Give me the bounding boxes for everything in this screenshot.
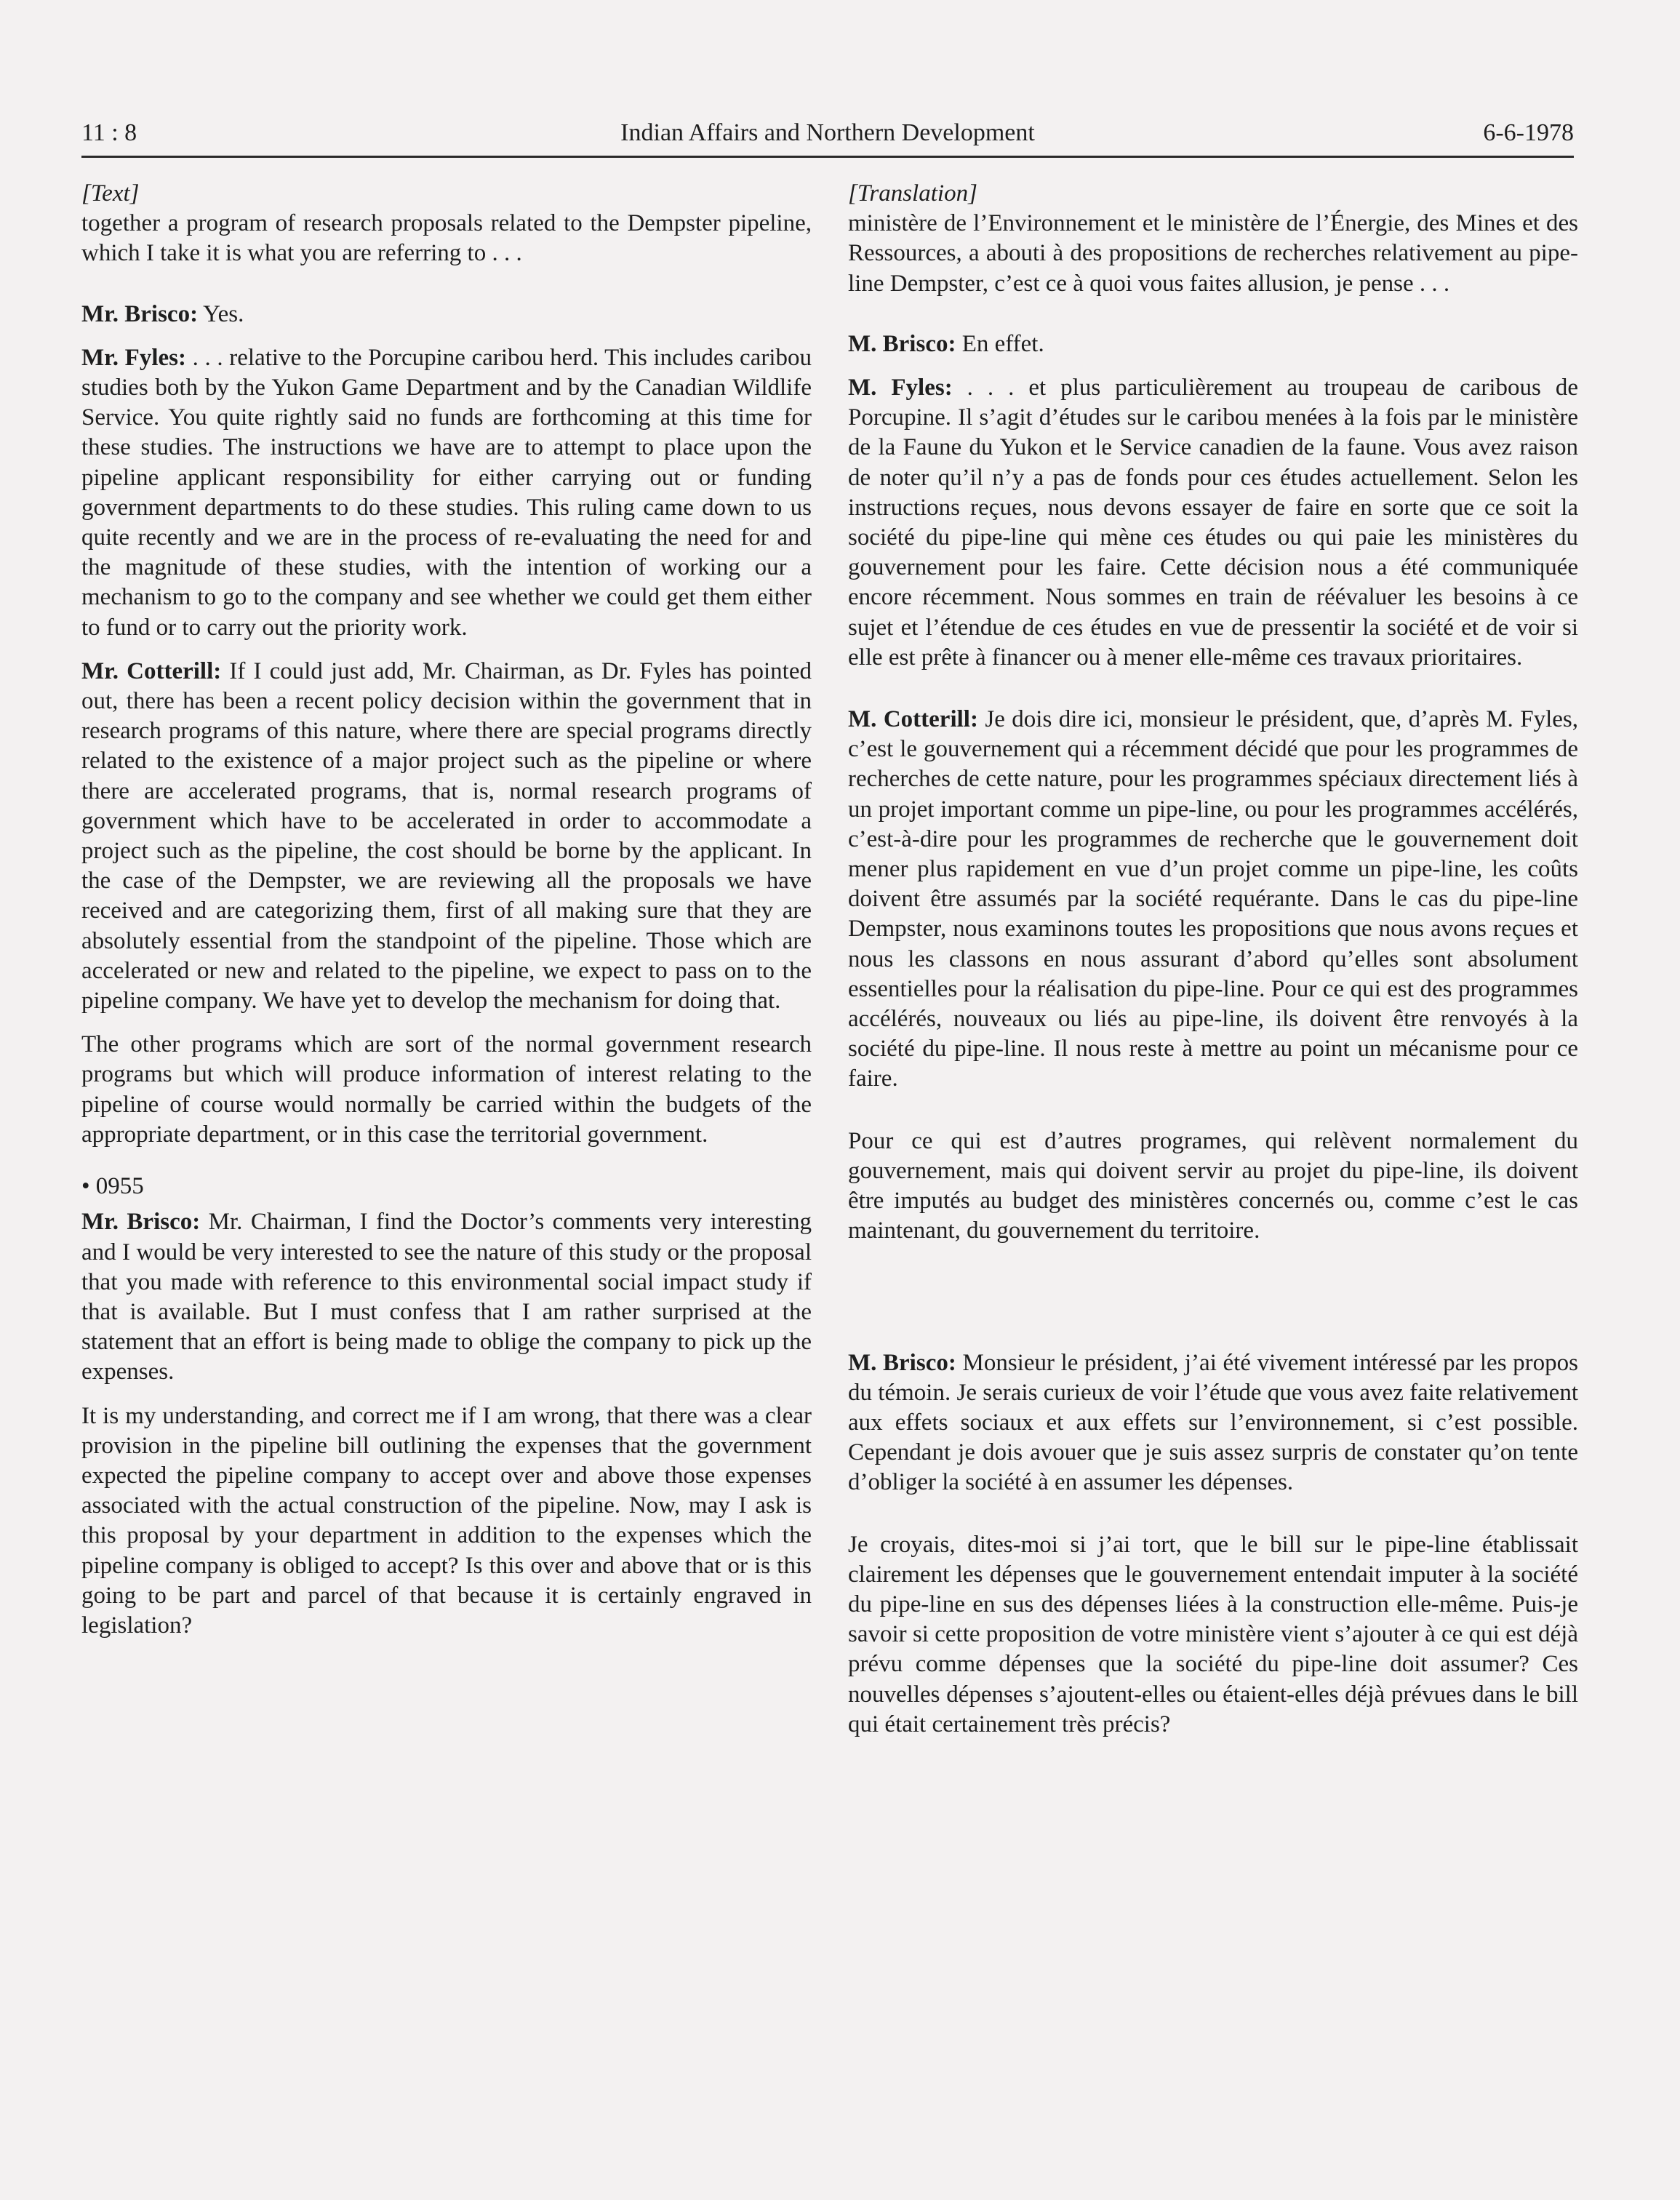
paragraph (848, 705, 1578, 1095)
speech-text: . . . relative to the Porcupine caribou herd. This includes caribou studies both by the Yukon Game Department and by the Canadian Wildlife Service. You quite rightly said no funds are forthcoming at this time for these studies. The instructions we have are to attempt to place upon the pipeline applicant responsibility for either carrying out or funding government departments to do these studies. This ruling came down to us quite recently and we are in the process of re-evaluating the need for and the magnitude of these studies, with the intention of working our a mechanism to go to the company and see whether we could get them either to fund or to carry out the priority work. (81, 344, 812, 641)
paragraph (848, 373, 1578, 673)
speaker-name: Mr. Brisco: (81, 1209, 201, 1236)
paragraph (81, 300, 812, 329)
french-column (848, 179, 1578, 1740)
paragraph: ministère de l’Environnement et le ministère de l’Énergie, des Mines et des Ressources, a abouti à des propositions de recherches relativement au pipe-line Dempster, c’est ce à quoi vous faites allusion, je pense . . . (848, 210, 1578, 297)
speech-text: If I could just add, Mr. Chairman, as Dr. Fyles has pointed out, there has been a recent policy decision within the government that in research programs of this nature, where there are special programs directly related to the existence of a major project such as the pipeline or where there are accelerated programs, that is, normal research programs of government which have to be accelerated in order to accommodate a project such as the pipeline, the cost should be borne by the applicant. In the case of the Dempster, we are reviewing all the proposals we have received and are categorizing them, first of all making sure that they are absolutely essential from the standpoint of the pipeline. Those which are accelerated or new and related to the pipeline, we expect to pass on to the pipeline company. We have yet to develop the mechanism for doing that. (81, 657, 812, 1015)
paragraph: The other programs which are sort of the normal government research programs but which will produce information of interest relating to the pipeline of course would normally be carried within the budgets of the appropriate department, or in this case the territorial government. (81, 1031, 812, 1148)
speaker-name: Mr. Fyles: (81, 344, 186, 371)
speaker-name: M. Fyles: (848, 375, 953, 401)
speech-text: Je dois dire ici, monsieur le président, que, d’après M. Fyles, c’est le gouvernement qui a récemment décidé que pour les programmes de recherches de cette nature, pour les programmes spéciaux directement liés à un projet important comme un pipe-line, ou pour les programmes accélérés, c’est-à-dire pour les programmes de recherche que le gouvernement doit mener plus rapidement en vue d’un projet comme un pipe-line, les coûts doivent être assumés par la société requérante. Dans le cas du pipe-line Dempster, nous examinons toutes les propositions que nous avons reçues et nous les classons en nous assurant d’abord qu’elles sont absolument essentielles pour la réalisation du pipe-line. Pour ce qui est des programmes accélérés, nouveaux ou liés au pipe-line, ils doivent être renvoyés à la société du pipe-line. Il nous reste à mettre au point un mécanisme pour ce faire. (848, 706, 1578, 1092)
paragraph (848, 1348, 1578, 1498)
translation-label: [Translation] (848, 180, 977, 207)
speech-text: . . . et plus particulièrement au troupeau de caribous de Porcupine. Il s’agit d’études sur le caribou menées à la fois par le ministère de la Faune du Yukon et le Service canadien de la faune. Vous avez raison de noter qu’il n’y a pas de fonds pour ces études actuellement. Selon les instructions reçues, nous devons essayer de faire en sorte que ce soit la société du pipe-line qui mène ces études ou qui paie les ministères du gouvernement pour les faire. Cette décision nous a été communiquée encore récemment. Nous sommes en train de réévaluer les besoins à ce sujet et l’étendue de ces études en vue de pressentir la société et de voir si elle est prête à financer ou à mener elle-même ces travaux prioritaires. (848, 375, 1578, 671)
paragraph (81, 343, 812, 643)
issue-date: 6-6-1978 (1483, 119, 1574, 146)
paragraph: It is my understanding, and correct me if I am wrong, that there was a clear provision in the pipeline bill outlining the expenses that the government expected the pipeline company to accept over and above those expenses associated with the actual construction of the pipeline. Now, may I ask is this proposal by your department in addition to the expenses which the pipeline company is obliged to accept? Is this over and above that or is this going to be part and parcel of that because it is certainly engraved in legislation? (81, 1402, 812, 1639)
paragraph (848, 329, 1578, 359)
speaker-name: M. Brisco: (848, 330, 956, 357)
speech-text: Yes. (198, 300, 244, 327)
speaker-name: Mr. Brisco: (81, 300, 199, 327)
speech-text: Mr. Chairman, I find the Doctor’s comments very interesting and I would be very interested to see the nature of this study or the proposal that you made with reference to this environmental social impact study if that is available. But I must confess that I am rather surprised at the statement that an effort is being made to oblige the company to pick up the expenses. (81, 1209, 812, 1385)
paragraph (81, 657, 812, 1016)
speaker-name: M. Cotterill: (848, 706, 978, 733)
time-marker: • 0955 (81, 1173, 144, 1200)
speaker-name: M. Brisco: (848, 1349, 956, 1376)
paragraph (81, 1207, 812, 1387)
page-number: 11 : 8 (81, 119, 137, 146)
speaker-name: Mr. Cotterill: (81, 657, 222, 684)
speech-text: Monsieur le président, j’ai été vivement intéressé par les propos du témoin. Je serais curieux de voir l’étude que vous avez faite relativement aux effets sociaux et aux effets sur l’environnement, si c’est possible. Cependant je dois avouer que je suis assez surpris de constater qu’on tente d’obliger la société à en assumer les dépenses. (848, 1349, 1578, 1496)
text-label: [Text] (81, 180, 140, 207)
paragraph: together a program of research proposals related to the Dempster pipeline, which I take it is what you are referring to . . . (81, 210, 812, 267)
english-column (81, 179, 812, 1641)
publication-title: Indian Affairs and Northern Development (620, 119, 1035, 146)
speech-text: En effet. (956, 330, 1044, 357)
paragraph: Je croyais, dites-moi si j’ai tort, que le bill sur le pipe-line établissait clairement les dépenses que le gouvernement entendait imputer à la société du pipe-line en sus des dépenses liées à la construction elle-même. Puis-je savoir si cette proposition de votre ministère vient s’ajouter à ce qui est déjà prévu comme dépenses que la société du pipe-line doit assumer? Ces nouvelles dépenses s’ajoutent-elles ou étaient-elles déjà prévues dans le bill qui était certainement très précis? (848, 1531, 1578, 1737)
paragraph: Pour ce qui est d’autres programes, qui relèvent normalement du gouvernement, mais qui doivent servir au projet du pipe-line, ils doivent être imputés au budget des ministères concernés ou, comme c’est le cas maintenant, du gouvernement du territoire. (848, 1127, 1578, 1244)
running-header (81, 116, 1574, 158)
